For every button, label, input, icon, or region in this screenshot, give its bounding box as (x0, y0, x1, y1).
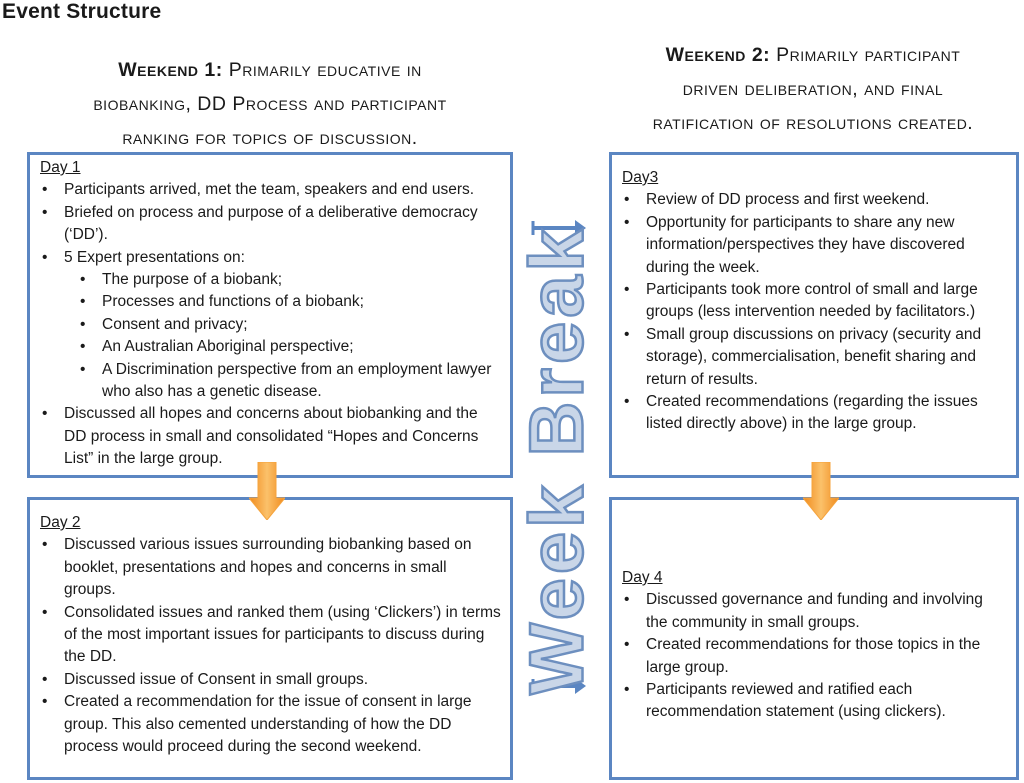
sub-list-item: • A Discrimination perspective from an employment lawyer who also has a genetic disease. (40, 359, 502, 404)
list-item: • Opportunity for participants to share any new information/perspectives they have discovered during the week. (622, 212, 1008, 279)
day1-sub-list (40, 269, 502, 403)
sub-list-item: • The purpose of a biobank; (40, 269, 502, 291)
weekend2-lead: Weekend 2: (665, 44, 771, 66)
list-item: • Review of DD process and first weekend. (622, 189, 1008, 211)
list-item: • Created a recommendation for the issue of consent in large group. This also cemented understanding of how the DD process would proceed during the second weekend. (40, 691, 502, 758)
day1-list-final (40, 403, 502, 470)
list-item: • Participants took more control of small and large groups (less intervention needed by facilitators.) (622, 279, 1008, 324)
weekend1-heading-line1-rest: Primarily educative in (228, 59, 422, 81)
list-item: • Discussed issue of Consent in small groups. (40, 669, 502, 691)
down-arrow-icon (803, 462, 839, 520)
weekend2-heading-line1-rest: Primarily participant (776, 44, 961, 66)
down-arrow-shape (803, 462, 839, 520)
sub-list-item: • Consent and privacy; (40, 314, 502, 336)
week-break-text: Week Break (514, 225, 600, 695)
list-item: • Briefed on process and purpose of a deliberative democracy (‘DD’). (40, 202, 502, 247)
list-item: • Participants reviewed and ratified each recommendation statement (using clickers). (622, 679, 1008, 724)
day2-box (27, 497, 513, 780)
weekend2-heading-line3: ratification of resolutions created. (652, 112, 974, 134)
down-arrow-shape (249, 462, 285, 520)
day2-label: Day 2 (40, 514, 81, 531)
weekend1-heading (40, 53, 500, 155)
weekend1-heading-line2: biobanking, DD Process and participant (93, 93, 447, 115)
page-title: Event Structure (2, 0, 162, 23)
list-item: • Created recommendations for those topics in the large group. (622, 634, 1008, 679)
list-item: • Small group discussions on privacy (security and storage), commercialisation, benefit sharing and return of results. (622, 324, 1008, 391)
sub-list-item: • Processes and functions of a biobank; (40, 291, 502, 313)
day4-label: Day 4 (622, 569, 663, 586)
day1-list (40, 179, 502, 269)
list-item: • Discussed various issues surrounding biobanking based on booklet, presentations and hopes and concerns in small groups. (40, 534, 502, 601)
list-item: • Discussed governance and funding and involving the community in small groups. (622, 589, 1008, 634)
day2-list (40, 534, 502, 758)
sub-list-item: • An Australian Aboriginal perspective; (40, 336, 502, 358)
day4-box (609, 497, 1019, 780)
down-arrow-icon (249, 462, 285, 520)
list-item: • Created recommendations (regarding the issues listed directly above) in the large group. (622, 391, 1008, 436)
list-item: • Consolidated issues and ranked them (using ‘Clickers’) in terms of the most important issues for participants to discuss during the DD. (40, 602, 502, 669)
day3-box (609, 152, 1019, 478)
weekend2-heading (608, 38, 1018, 140)
week-break-label (512, 215, 602, 705)
day3-list (622, 189, 1008, 435)
day4-list (622, 589, 1008, 723)
weekend1-heading-line3: ranking for topics of discussion. (122, 127, 418, 149)
list-item: • 5 Expert presentations on: (40, 247, 502, 269)
day1-box (27, 152, 513, 478)
day3-label: Day3 (622, 169, 659, 186)
list-item: • Discussed all hopes and concerns about biobanking and the DD process in small and consolidated “Hopes and Concerns List” in the large group. (40, 403, 502, 470)
weekend1-lead: Weekend 1: (118, 59, 223, 81)
weekend2-heading-line1 (608, 38, 1018, 72)
day1-label: Day 1 (40, 159, 81, 176)
list-item: • Participants arrived, met the team, speakers and end users. (40, 179, 502, 201)
weekend1-heading-line1 (40, 53, 500, 87)
weekend2-heading-line2: driven deliberation, and final (682, 78, 944, 100)
